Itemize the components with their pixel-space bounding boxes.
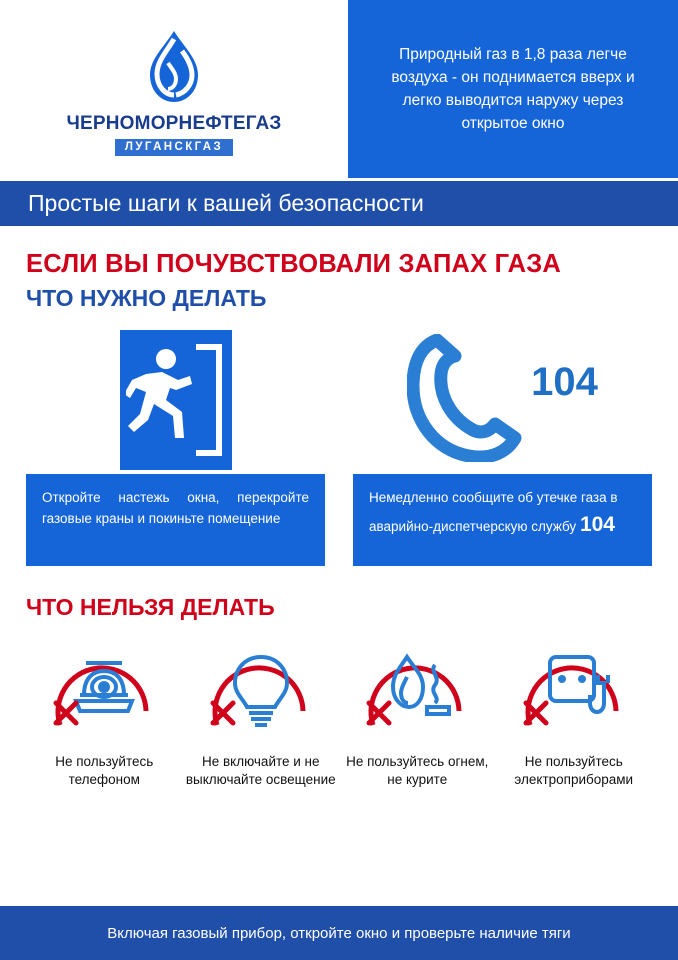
header-message: Природный газ в 1,8 раза легче воздуха - он поднимается вверх и легко выводится наружу через открытое окно <box>348 0 678 178</box>
electric-socket-plug-prohibited-icon <box>512 633 636 745</box>
do-items-row <box>26 326 652 566</box>
dont-item-fire <box>339 633 496 789</box>
dont-label-phone: Не пользуйтесь телефоном <box>55 754 154 788</box>
do-item-exit <box>26 326 325 566</box>
do-icon-wrap-call <box>353 326 652 474</box>
dont-item-light <box>183 633 340 789</box>
alert-heading: ЕСЛИ ВЫ ПОЧУВСТВОВАЛИ ЗАПАХ ГАЗА <box>26 250 562 278</box>
dont-heading: ЧТО НЕЛЬЗЯ ДЕЛАТЬ <box>26 594 275 620</box>
company-logo <box>0 0 348 178</box>
do-icon-wrap <box>26 326 325 474</box>
dont-item-electric <box>496 633 653 789</box>
header <box>0 0 678 178</box>
title-bar: Простые шаги к вашей безопасности <box>0 178 678 226</box>
logo-company-name: ЧЕРНОМОРНЕФТЕГАЗ <box>66 112 282 134</box>
emergency-exit-running-man-icon <box>120 330 232 470</box>
light-bulb-prohibited-icon <box>199 633 323 745</box>
dont-item-phone <box>26 633 183 789</box>
telephone-handset-icon <box>407 334 525 467</box>
dont-label-light: Не включайте и не выключайте освещение <box>185 754 336 788</box>
flame-cigarette-prohibited-icon <box>355 633 479 745</box>
rotary-telephone-prohibited-icon <box>42 633 166 745</box>
dont-label-fire: Не пользуйтесь огнем, не курите <box>346 754 489 788</box>
main-content <box>0 226 678 789</box>
dont-label-electric: Не пользуйтесь электроприборами <box>514 754 634 788</box>
do-caption-call <box>353 474 652 566</box>
do-caption-call-text: Немедленно сообщите об утечке газа в аварийно-диспетчерскую службу <box>369 490 618 534</box>
do-item-call <box>353 326 652 566</box>
do-heading: ЧТО НУЖНО ДЕЛАТЬ <box>26 285 267 311</box>
running-man-shape <box>126 346 204 459</box>
phone-number-badge: 104 <box>531 359 598 404</box>
dont-items-row <box>26 633 652 789</box>
footer-banner: Включая газовый прибор, откройте окно и проверьте наличие тяги <box>0 902 678 960</box>
do-caption-exit: Откройте настежь окна, перекройте газовые краны и покиньте помещение <box>26 474 325 566</box>
gas-flame-drop-icon <box>128 29 220 107</box>
logo-division-name: ЛУГАНСКГАЗ <box>115 139 233 156</box>
do-caption-call-number: 104 <box>579 512 615 536</box>
